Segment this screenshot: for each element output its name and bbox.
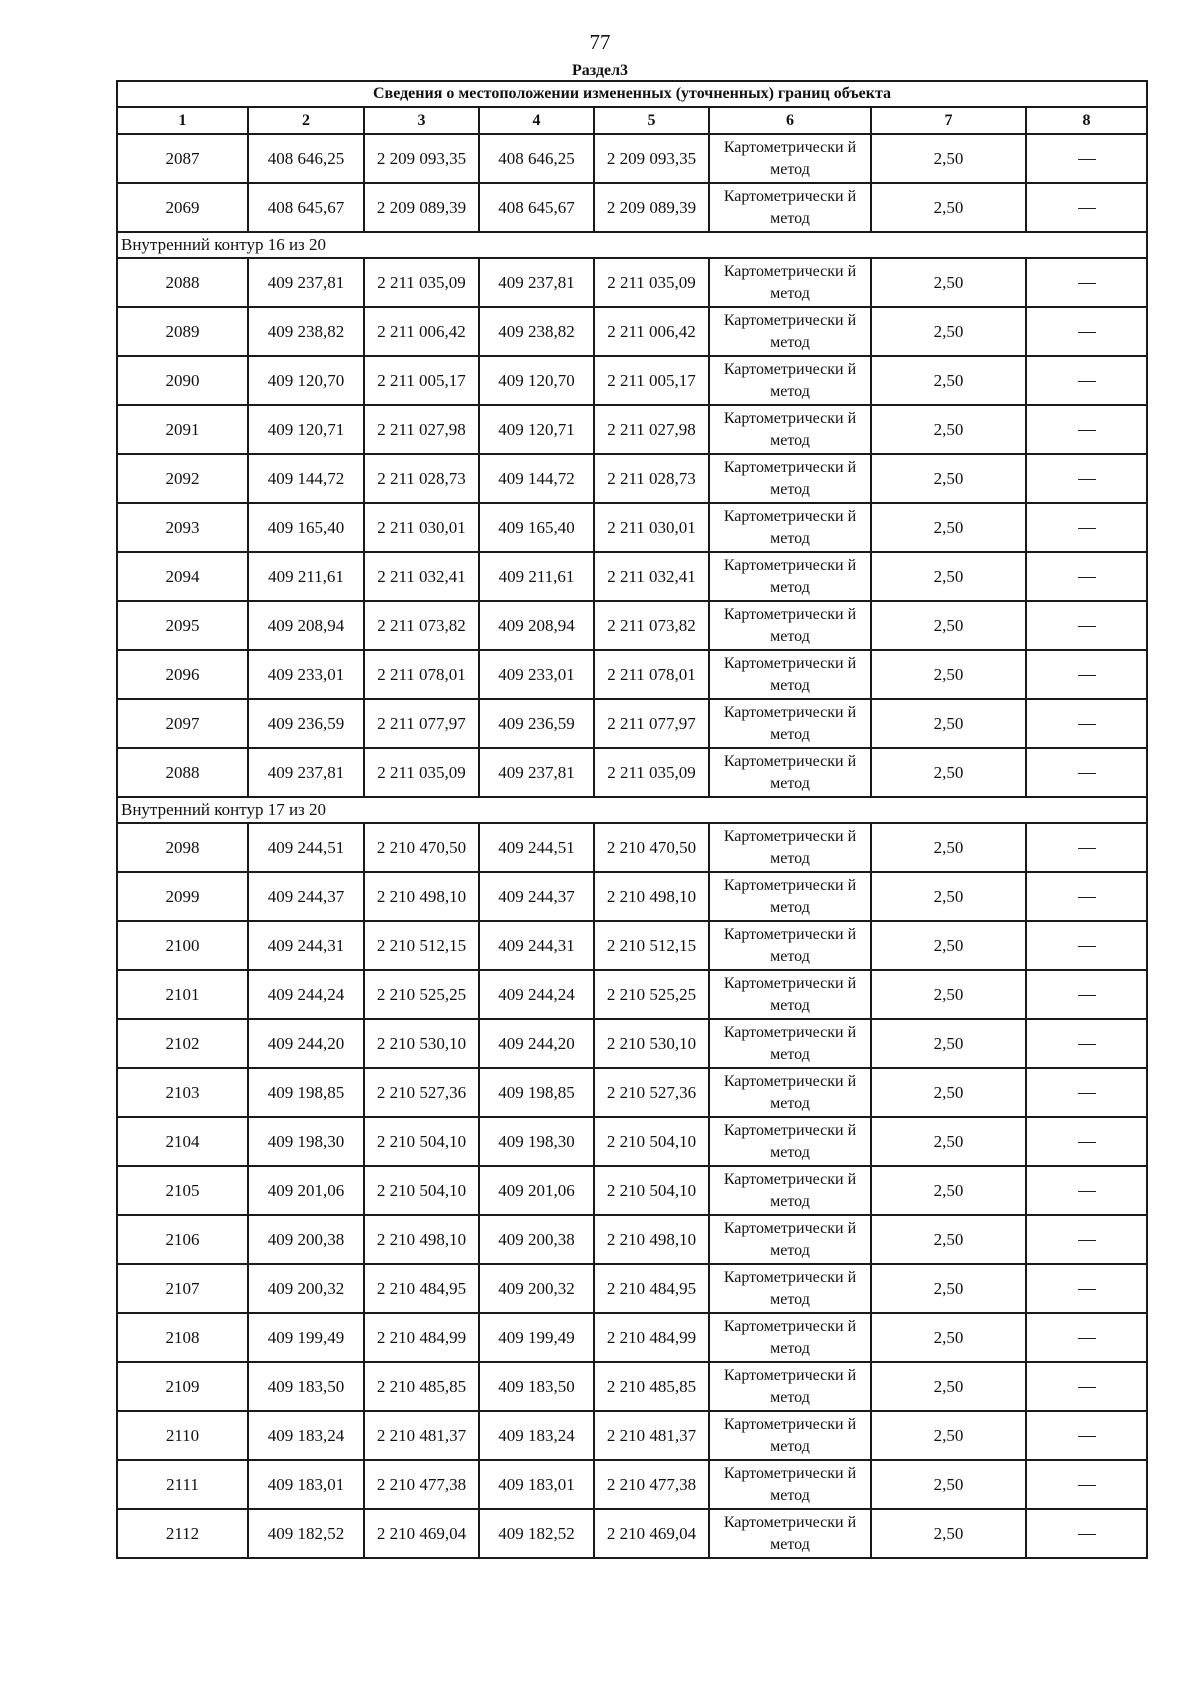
method-cell: Картометрически й метод xyxy=(709,970,871,1019)
point-number-cell: 2110 xyxy=(117,1411,248,1460)
y-new-cell: 2 209 089,39 xyxy=(594,183,709,232)
dash-mark xyxy=(1078,479,1096,480)
method-cell: Картометрически й метод xyxy=(709,258,871,307)
table-row xyxy=(117,1117,1147,1166)
table-row xyxy=(117,970,1147,1019)
method-cell: Картометрически й метод xyxy=(709,1411,871,1460)
dash-mark xyxy=(1078,1142,1096,1143)
dash-mark xyxy=(1078,626,1096,627)
accuracy-cell: 2,50 xyxy=(871,1019,1026,1068)
dash-mark xyxy=(1078,1485,1096,1486)
y-new-cell: 2 210 470,50 xyxy=(594,823,709,872)
x-old-cell: 409 120,70 xyxy=(248,356,364,405)
note-cell xyxy=(1026,1215,1147,1264)
table-row xyxy=(117,1411,1147,1460)
note-cell xyxy=(1026,1117,1147,1166)
column-number: 4 xyxy=(479,107,594,134)
y-new-cell: 2 210 481,37 xyxy=(594,1411,709,1460)
point-number-cell: 2109 xyxy=(117,1362,248,1411)
point-number-cell: 2107 xyxy=(117,1264,248,1313)
method-cell: Картометрически й метод xyxy=(709,307,871,356)
note-cell xyxy=(1026,454,1147,503)
accuracy-cell: 2,50 xyxy=(871,1215,1026,1264)
y-old-cell: 2 209 089,39 xyxy=(364,183,479,232)
dash-mark xyxy=(1078,528,1096,529)
x-new-cell: 409 238,82 xyxy=(479,307,594,356)
table-row xyxy=(117,1460,1147,1509)
table-row xyxy=(117,134,1147,183)
method-cell: Картометрически й метод xyxy=(709,1166,871,1215)
table-row xyxy=(117,454,1147,503)
note-cell xyxy=(1026,1166,1147,1215)
table-row xyxy=(117,601,1147,650)
y-new-cell: 2 211 027,98 xyxy=(594,405,709,454)
y-new-cell: 2 210 527,36 xyxy=(594,1068,709,1117)
accuracy-cell: 2,50 xyxy=(871,872,1026,921)
point-number-cell: 2101 xyxy=(117,970,248,1019)
y-new-cell: 2 211 073,82 xyxy=(594,601,709,650)
x-old-cell: 409 244,37 xyxy=(248,872,364,921)
y-old-cell: 2 210 469,04 xyxy=(364,1509,479,1558)
x-new-cell: 409 165,40 xyxy=(479,503,594,552)
contour-label: Внутренний контур 17 из 20 xyxy=(117,797,1147,823)
table-row xyxy=(117,1019,1147,1068)
table-row xyxy=(117,748,1147,797)
accuracy-cell: 2,50 xyxy=(871,258,1026,307)
y-old-cell: 2 209 093,35 xyxy=(364,134,479,183)
dash-mark xyxy=(1078,208,1096,209)
y-old-cell: 2 210 530,10 xyxy=(364,1019,479,1068)
y-new-cell: 2 210 530,10 xyxy=(594,1019,709,1068)
y-old-cell: 2 211 032,41 xyxy=(364,552,479,601)
x-new-cell: 409 144,72 xyxy=(479,454,594,503)
y-new-cell: 2 211 030,01 xyxy=(594,503,709,552)
accuracy-cell: 2,50 xyxy=(871,1264,1026,1313)
x-old-cell: 408 645,67 xyxy=(248,183,364,232)
x-old-cell: 409 208,94 xyxy=(248,601,364,650)
x-new-cell: 409 120,71 xyxy=(479,405,594,454)
table-body xyxy=(117,134,1147,1558)
y-new-cell: 2 211 078,01 xyxy=(594,650,709,699)
point-number-cell: 2095 xyxy=(117,601,248,650)
x-old-cell: 409 211,61 xyxy=(248,552,364,601)
note-cell xyxy=(1026,823,1147,872)
note-cell xyxy=(1026,748,1147,797)
note-cell xyxy=(1026,1313,1147,1362)
column-number: 2 xyxy=(248,107,364,134)
dash-mark xyxy=(1078,773,1096,774)
point-number-cell: 2088 xyxy=(117,748,248,797)
y-new-cell: 2 211 005,17 xyxy=(594,356,709,405)
y-new-cell: 2 210 498,10 xyxy=(594,1215,709,1264)
method-cell: Картометрически й метод xyxy=(709,405,871,454)
point-number-cell: 2112 xyxy=(117,1509,248,1558)
column-number: 1 xyxy=(117,107,248,134)
x-old-cell: 409 120,71 xyxy=(248,405,364,454)
note-cell xyxy=(1026,1264,1147,1313)
contour-header-row xyxy=(117,797,1147,823)
accuracy-cell: 2,50 xyxy=(871,307,1026,356)
point-number-cell: 2097 xyxy=(117,699,248,748)
y-new-cell: 2 210 477,38 xyxy=(594,1460,709,1509)
column-number-row xyxy=(117,107,1147,134)
point-number-cell: 2098 xyxy=(117,823,248,872)
x-new-cell: 409 233,01 xyxy=(479,650,594,699)
accuracy-cell: 2,50 xyxy=(871,1166,1026,1215)
note-cell xyxy=(1026,1411,1147,1460)
x-new-cell: 409 244,51 xyxy=(479,823,594,872)
column-number: 7 xyxy=(871,107,1026,134)
point-number-cell: 2092 xyxy=(117,454,248,503)
x-new-cell: 408 645,67 xyxy=(479,183,594,232)
note-cell xyxy=(1026,650,1147,699)
y-old-cell: 2 210 484,95 xyxy=(364,1264,479,1313)
point-number-cell: 2089 xyxy=(117,307,248,356)
dash-mark xyxy=(1078,1338,1096,1339)
accuracy-cell: 2,50 xyxy=(871,1313,1026,1362)
accuracy-cell: 2,50 xyxy=(871,601,1026,650)
y-new-cell: 2 210 469,04 xyxy=(594,1509,709,1558)
table-row xyxy=(117,1166,1147,1215)
x-old-cell: 409 200,38 xyxy=(248,1215,364,1264)
method-cell: Картометрически й метод xyxy=(709,601,871,650)
x-old-cell: 409 200,32 xyxy=(248,1264,364,1313)
x-new-cell: 409 183,24 xyxy=(479,1411,594,1460)
accuracy-cell: 2,50 xyxy=(871,405,1026,454)
section-title: Раздел3 xyxy=(571,62,629,79)
x-old-cell: 408 646,25 xyxy=(248,134,364,183)
dash-mark xyxy=(1078,724,1096,725)
table-row xyxy=(117,552,1147,601)
table-row xyxy=(117,823,1147,872)
y-new-cell: 2 210 504,10 xyxy=(594,1166,709,1215)
note-cell xyxy=(1026,601,1147,650)
method-cell: Картометрически й метод xyxy=(709,454,871,503)
x-old-cell: 409 244,20 xyxy=(248,1019,364,1068)
column-number: 3 xyxy=(364,107,479,134)
x-old-cell: 409 183,01 xyxy=(248,1460,364,1509)
y-old-cell: 2 210 481,37 xyxy=(364,1411,479,1460)
x-old-cell: 409 244,24 xyxy=(248,970,364,1019)
table-row xyxy=(117,503,1147,552)
x-new-cell: 409 236,59 xyxy=(479,699,594,748)
method-cell: Картометрически й метод xyxy=(709,1509,871,1558)
x-old-cell: 409 244,51 xyxy=(248,823,364,872)
method-cell: Картометрически й метод xyxy=(709,1362,871,1411)
x-old-cell: 409 236,59 xyxy=(248,699,364,748)
accuracy-cell: 2,50 xyxy=(871,1460,1026,1509)
x-old-cell: 409 199,49 xyxy=(248,1313,364,1362)
point-number-cell: 2105 xyxy=(117,1166,248,1215)
x-new-cell: 409 237,81 xyxy=(479,748,594,797)
note-cell xyxy=(1026,258,1147,307)
y-new-cell: 2 210 485,85 xyxy=(594,1362,709,1411)
dash-mark xyxy=(1078,332,1096,333)
y-old-cell: 2 211 027,98 xyxy=(364,405,479,454)
y-old-cell: 2 210 470,50 xyxy=(364,823,479,872)
method-cell: Картометрически й метод xyxy=(709,356,871,405)
note-cell xyxy=(1026,921,1147,970)
y-old-cell: 2 211 077,97 xyxy=(364,699,479,748)
method-cell: Картометрически й метод xyxy=(709,823,871,872)
table-row xyxy=(117,1264,1147,1313)
method-cell: Картометрически й метод xyxy=(709,183,871,232)
x-new-cell: 409 200,32 xyxy=(479,1264,594,1313)
table-row xyxy=(117,1362,1147,1411)
method-cell: Картометрически й метод xyxy=(709,1019,871,1068)
y-new-cell: 2 211 077,97 xyxy=(594,699,709,748)
method-cell: Картометрически й метод xyxy=(709,1215,871,1264)
dash-mark xyxy=(1078,381,1096,382)
y-new-cell: 2 210 525,25 xyxy=(594,970,709,1019)
method-cell: Картометрически й метод xyxy=(709,552,871,601)
note-cell xyxy=(1026,970,1147,1019)
x-old-cell: 409 201,06 xyxy=(248,1166,364,1215)
y-old-cell: 2 210 484,99 xyxy=(364,1313,479,1362)
column-number: 5 xyxy=(594,107,709,134)
x-old-cell: 409 198,85 xyxy=(248,1068,364,1117)
accuracy-cell: 2,50 xyxy=(871,748,1026,797)
x-new-cell: 409 120,70 xyxy=(479,356,594,405)
method-cell: Картометрически й метод xyxy=(709,1264,871,1313)
x-old-cell: 409 165,40 xyxy=(248,503,364,552)
accuracy-cell: 2,50 xyxy=(871,1117,1026,1166)
y-new-cell: 2 210 484,99 xyxy=(594,1313,709,1362)
x-new-cell: 409 244,31 xyxy=(479,921,594,970)
contour-label: Внутренний контур 16 из 20 xyxy=(117,232,1147,258)
method-cell: Картометрически й метод xyxy=(709,503,871,552)
y-new-cell: 2 211 032,41 xyxy=(594,552,709,601)
x-new-cell: 409 198,85 xyxy=(479,1068,594,1117)
y-new-cell: 2 211 035,09 xyxy=(594,258,709,307)
y-old-cell: 2 210 498,10 xyxy=(364,872,479,921)
note-cell xyxy=(1026,1362,1147,1411)
accuracy-cell: 2,50 xyxy=(871,1362,1026,1411)
note-cell xyxy=(1026,552,1147,601)
y-new-cell: 2 210 512,15 xyxy=(594,921,709,970)
point-number-cell: 2099 xyxy=(117,872,248,921)
point-number-cell: 2103 xyxy=(117,1068,248,1117)
method-cell: Картометрически й метод xyxy=(709,1068,871,1117)
y-old-cell: 2 210 512,15 xyxy=(364,921,479,970)
y-old-cell: 2 211 028,73 xyxy=(364,454,479,503)
point-number-cell: 2069 xyxy=(117,183,248,232)
note-cell xyxy=(1026,183,1147,232)
y-old-cell: 2 210 504,10 xyxy=(364,1166,479,1215)
point-number-cell: 2088 xyxy=(117,258,248,307)
dash-mark xyxy=(1078,1240,1096,1241)
y-new-cell: 2 209 093,35 xyxy=(594,134,709,183)
x-new-cell: 409 200,38 xyxy=(479,1215,594,1264)
y-old-cell: 2 211 073,82 xyxy=(364,601,479,650)
x-new-cell: 409 244,37 xyxy=(479,872,594,921)
point-number-cell: 2108 xyxy=(117,1313,248,1362)
note-cell xyxy=(1026,1019,1147,1068)
y-old-cell: 2 211 035,09 xyxy=(364,748,479,797)
x-new-cell: 409 237,81 xyxy=(479,258,594,307)
x-new-cell: 409 244,24 xyxy=(479,970,594,1019)
method-cell: Картометрически й метод xyxy=(709,1460,871,1509)
method-cell: Картометрически й метод xyxy=(709,699,871,748)
dash-mark xyxy=(1078,1289,1096,1290)
table-row xyxy=(117,405,1147,454)
dash-mark xyxy=(1078,1534,1096,1535)
y-new-cell: 2 211 035,09 xyxy=(594,748,709,797)
x-old-cell: 409 237,81 xyxy=(248,748,364,797)
note-cell xyxy=(1026,307,1147,356)
accuracy-cell: 2,50 xyxy=(871,183,1026,232)
accuracy-cell: 2,50 xyxy=(871,356,1026,405)
table-row xyxy=(117,1313,1147,1362)
point-number-cell: 2100 xyxy=(117,921,248,970)
note-cell xyxy=(1026,1460,1147,1509)
x-old-cell: 409 183,50 xyxy=(248,1362,364,1411)
dash-mark xyxy=(1078,1387,1096,1388)
page-number: 77 xyxy=(589,30,611,54)
dash-mark xyxy=(1078,430,1096,431)
table-row xyxy=(117,699,1147,748)
dash-mark xyxy=(1078,848,1096,849)
accuracy-cell: 2,50 xyxy=(871,1509,1026,1558)
accuracy-cell: 2,50 xyxy=(871,134,1026,183)
table-row xyxy=(117,872,1147,921)
note-cell xyxy=(1026,1068,1147,1117)
x-new-cell: 409 183,50 xyxy=(479,1362,594,1411)
y-new-cell: 2 210 484,95 xyxy=(594,1264,709,1313)
x-new-cell: 409 244,20 xyxy=(479,1019,594,1068)
x-new-cell: 409 182,52 xyxy=(479,1509,594,1558)
x-new-cell: 409 211,61 xyxy=(479,552,594,601)
y-old-cell: 2 211 035,09 xyxy=(364,258,479,307)
boundary-coordinates-table xyxy=(116,80,1148,1559)
accuracy-cell: 2,50 xyxy=(871,1068,1026,1117)
accuracy-cell: 2,50 xyxy=(871,699,1026,748)
dash-mark xyxy=(1078,1093,1096,1094)
table-row xyxy=(117,1509,1147,1558)
accuracy-cell: 2,50 xyxy=(871,503,1026,552)
method-cell: Картометрически й метод xyxy=(709,650,871,699)
y-old-cell: 2 210 477,38 xyxy=(364,1460,479,1509)
method-cell: Картометрически й метод xyxy=(709,1117,871,1166)
table-row xyxy=(117,183,1147,232)
method-cell: Картометрически й метод xyxy=(709,134,871,183)
point-number-cell: 2096 xyxy=(117,650,248,699)
y-new-cell: 2 211 006,42 xyxy=(594,307,709,356)
x-old-cell: 409 144,72 xyxy=(248,454,364,503)
table-caption: Сведения о местоположении измененных (уточненных) границ объекта xyxy=(117,81,1147,107)
note-cell xyxy=(1026,134,1147,183)
dash-mark xyxy=(1078,1044,1096,1045)
accuracy-cell: 2,50 xyxy=(871,552,1026,601)
y-old-cell: 2 210 485,85 xyxy=(364,1362,479,1411)
y-old-cell: 2 210 498,10 xyxy=(364,1215,479,1264)
y-old-cell: 2 210 504,10 xyxy=(364,1117,479,1166)
dash-mark xyxy=(1078,675,1096,676)
x-new-cell: 409 198,30 xyxy=(479,1117,594,1166)
note-cell xyxy=(1026,872,1147,921)
note-cell xyxy=(1026,356,1147,405)
column-number: 6 xyxy=(709,107,871,134)
point-number-cell: 2087 xyxy=(117,134,248,183)
dash-mark xyxy=(1078,1436,1096,1437)
note-cell xyxy=(1026,405,1147,454)
x-old-cell: 409 183,24 xyxy=(248,1411,364,1460)
x-old-cell: 409 238,82 xyxy=(248,307,364,356)
accuracy-cell: 2,50 xyxy=(871,921,1026,970)
method-cell: Картометрически й метод xyxy=(709,748,871,797)
y-old-cell: 2 211 030,01 xyxy=(364,503,479,552)
method-cell: Картометрически й метод xyxy=(709,1313,871,1362)
y-new-cell: 2 211 028,73 xyxy=(594,454,709,503)
point-number-cell: 2094 xyxy=(117,552,248,601)
method-cell: Картометрически й метод xyxy=(709,872,871,921)
accuracy-cell: 2,50 xyxy=(871,650,1026,699)
y-new-cell: 2 210 498,10 xyxy=(594,872,709,921)
dash-mark xyxy=(1078,283,1096,284)
x-old-cell: 409 182,52 xyxy=(248,1509,364,1558)
note-cell xyxy=(1026,1509,1147,1558)
accuracy-cell: 2,50 xyxy=(871,454,1026,503)
x-new-cell: 408 646,25 xyxy=(479,134,594,183)
point-number-cell: 2106 xyxy=(117,1215,248,1264)
column-number: 8 xyxy=(1026,107,1147,134)
dash-mark xyxy=(1078,159,1096,160)
point-number-cell: 2090 xyxy=(117,356,248,405)
point-number-cell: 2091 xyxy=(117,405,248,454)
dash-mark xyxy=(1078,897,1096,898)
table-row xyxy=(117,1215,1147,1264)
x-new-cell: 409 208,94 xyxy=(479,601,594,650)
y-old-cell: 2 210 525,25 xyxy=(364,970,479,1019)
y-old-cell: 2 210 527,36 xyxy=(364,1068,479,1117)
accuracy-cell: 2,50 xyxy=(871,970,1026,1019)
method-cell: Картометрически й метод xyxy=(709,921,871,970)
table-row xyxy=(117,356,1147,405)
x-old-cell: 409 198,30 xyxy=(248,1117,364,1166)
note-cell xyxy=(1026,503,1147,552)
point-number-cell: 2111 xyxy=(117,1460,248,1509)
table-row xyxy=(117,258,1147,307)
accuracy-cell: 2,50 xyxy=(871,823,1026,872)
x-new-cell: 409 183,01 xyxy=(479,1460,594,1509)
table-row xyxy=(117,1068,1147,1117)
x-new-cell: 409 201,06 xyxy=(479,1166,594,1215)
x-old-cell: 409 233,01 xyxy=(248,650,364,699)
x-old-cell: 409 244,31 xyxy=(248,921,364,970)
contour-header-row xyxy=(117,232,1147,258)
x-new-cell: 409 199,49 xyxy=(479,1313,594,1362)
note-cell xyxy=(1026,699,1147,748)
table-row xyxy=(117,921,1147,970)
y-old-cell: 2 211 078,01 xyxy=(364,650,479,699)
y-old-cell: 2 211 005,17 xyxy=(364,356,479,405)
point-number-cell: 2102 xyxy=(117,1019,248,1068)
dash-mark xyxy=(1078,946,1096,947)
dash-mark xyxy=(1078,995,1096,996)
accuracy-cell: 2,50 xyxy=(871,1411,1026,1460)
y-new-cell: 2 210 504,10 xyxy=(594,1117,709,1166)
y-old-cell: 2 211 006,42 xyxy=(364,307,479,356)
dash-mark xyxy=(1078,1191,1096,1192)
table-row xyxy=(117,650,1147,699)
point-number-cell: 2104 xyxy=(117,1117,248,1166)
table-row xyxy=(117,307,1147,356)
x-old-cell: 409 237,81 xyxy=(248,258,364,307)
dash-mark xyxy=(1078,577,1096,578)
point-number-cell: 2093 xyxy=(117,503,248,552)
